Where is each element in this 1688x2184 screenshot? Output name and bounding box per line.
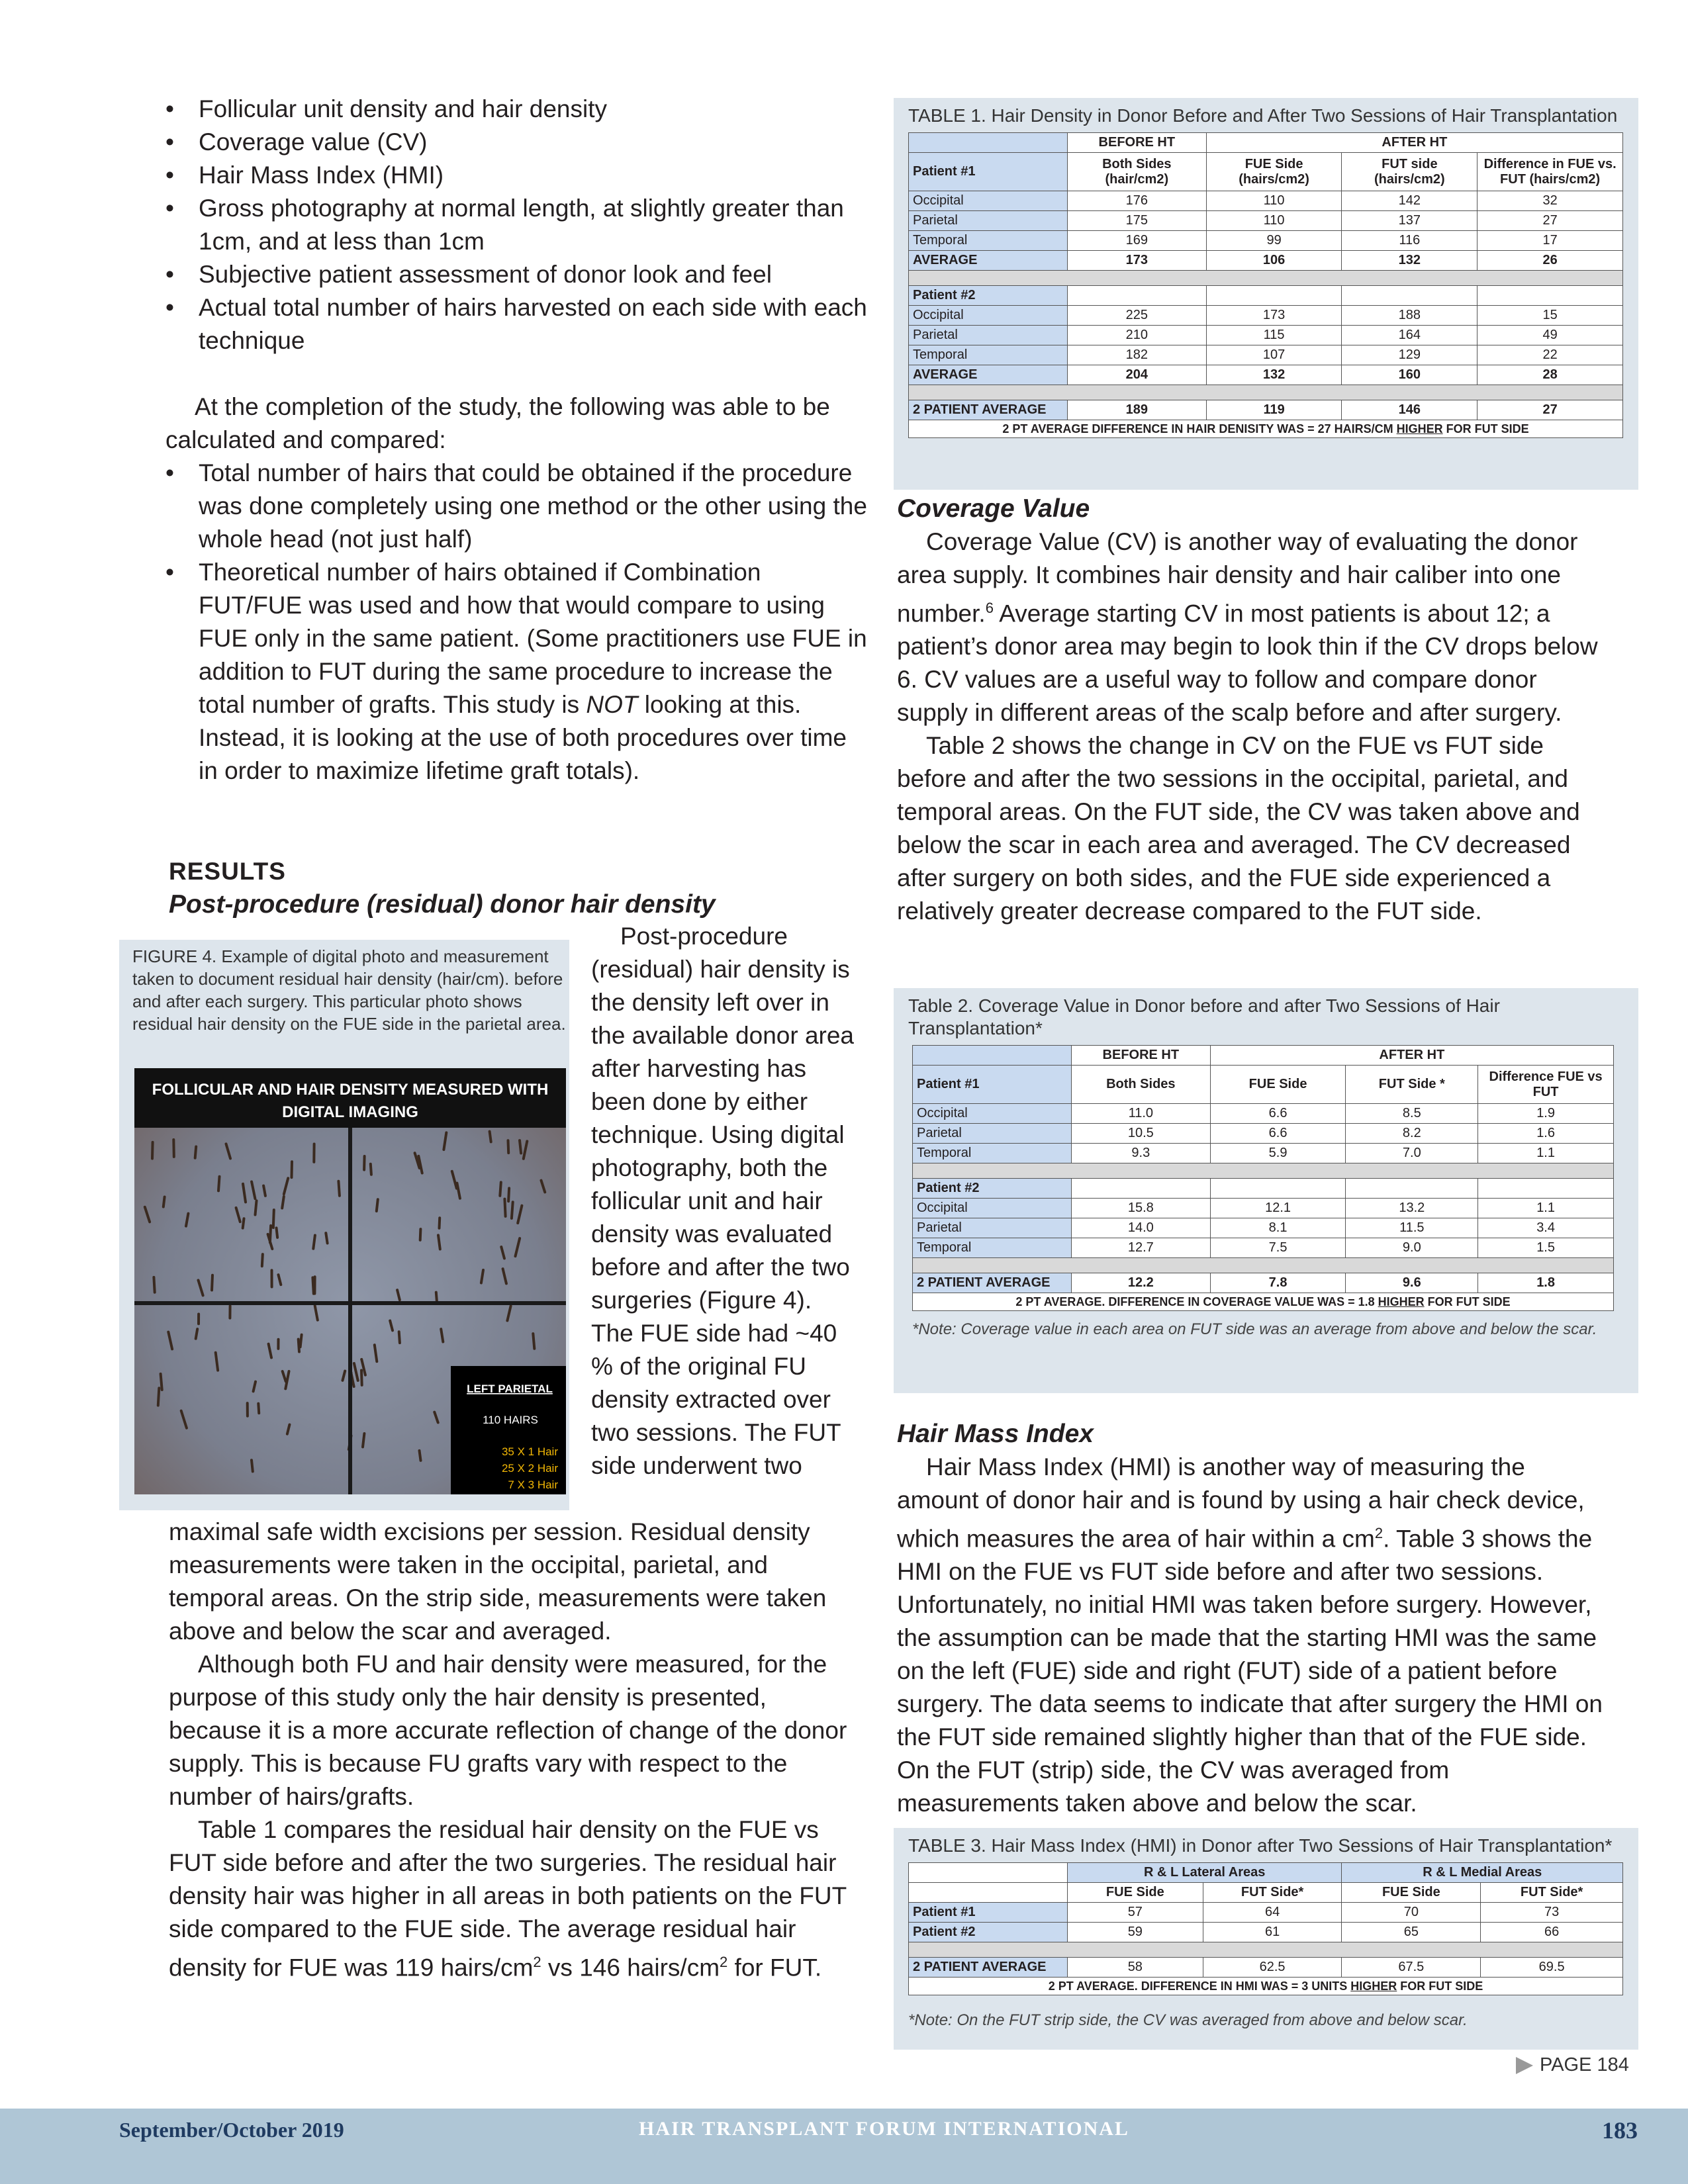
results-heading: RESULTS bbox=[169, 858, 286, 885]
hair-mark bbox=[438, 1235, 440, 1249]
list-item: • Hair Mass Index (HMI) bbox=[139, 159, 867, 192]
hair-mark bbox=[326, 1233, 327, 1243]
table-2 bbox=[912, 1045, 1614, 1311]
emphasis-not: NOT bbox=[586, 691, 638, 718]
table-row: Patient #1 Both Sides (hair/cm2) FUE Side (hairs/cm2) FUT side (hairs/cm2) Difference in FUE vs. FUT (hairs/cm2) bbox=[909, 153, 1623, 191]
hair-mark bbox=[277, 1228, 278, 1238]
list-item: • Subjective patient assessment of donor look and feel bbox=[139, 258, 867, 291]
table-row: Temporal 9.3 5.9 7.0 1.1 bbox=[913, 1144, 1614, 1163]
although-paragraph: Although both FU and hair density were measured, for the purpose of this study only the hair density is presented, because it is a more accurate reflection of change of the donor supply. This is because FU grafts vary with respect to the number of hairs/grafts. bbox=[169, 1651, 847, 1810]
table-2-note: *Note: Coverage value in each area on FUT side was an average from above and below the scar. bbox=[912, 1320, 1597, 1338]
table-row: Temporal 169 99 116 17 bbox=[909, 231, 1623, 251]
table-row bbox=[909, 385, 1623, 400]
list-item: • Gross photography at normal length, at slightly greater than 1cm, and at less than 1cm bbox=[139, 192, 867, 258]
hair-mark bbox=[512, 1202, 513, 1218]
table-row: Patient #1 Both Sides FUE Side FUT Side * Difference FUE vs FUT bbox=[913, 1066, 1614, 1104]
hair-mark bbox=[301, 1335, 302, 1347]
table-row: Patient #2 59 61 65 66 bbox=[909, 1923, 1623, 1942]
hair-mark bbox=[164, 1197, 165, 1207]
hair-mark bbox=[533, 1334, 534, 1349]
table-row: Temporal 12.7 7.5 9.0 1.5 bbox=[913, 1238, 1614, 1258]
table-row bbox=[909, 133, 1623, 153]
table-row: 2 PATIENT AVERAGE 189 119 146 27 bbox=[909, 400, 1623, 420]
hair-mark bbox=[282, 1197, 284, 1208]
table-row: Parietal 14.0 8.1 11.5 3.4 bbox=[913, 1218, 1614, 1238]
table-3-caption: TABLE 3. Hair Mass Index (HMI) in Donor after Two Sessions of Hair Transplantation* bbox=[908, 1835, 1613, 1856]
table-row: Occipital 15.8 12.1 13.2 1.1 bbox=[913, 1199, 1614, 1218]
footer-page-number: 183 bbox=[1602, 2117, 1638, 2144]
table-1-box bbox=[894, 98, 1638, 490]
table-row: Occipital 176 110 142 32 bbox=[909, 191, 1623, 211]
table-3-note: *Note: On the FUT strip side, the CV was averaged from above and below scar. bbox=[908, 2011, 1468, 2029]
hair-mark bbox=[263, 1186, 265, 1196]
hair-mark bbox=[256, 1201, 257, 1214]
table-header-before: BEFORE HT bbox=[1067, 133, 1206, 153]
hair-mark bbox=[420, 1229, 421, 1240]
hair-mark bbox=[152, 1142, 153, 1159]
table-row bbox=[909, 1978, 1623, 1995]
table-row: Parietal 210 115 164 49 bbox=[909, 326, 1623, 345]
table-row: Temporal 182 107 129 22 bbox=[909, 345, 1623, 365]
figure-4-banner-line2: DIGITAL IMAGING bbox=[282, 1103, 418, 1121]
table-row bbox=[909, 271, 1623, 286]
results-subheading: Post-procedure (residual) donor hair density bbox=[169, 890, 716, 919]
hmi-paragraph: Hair Mass Index (HMI) is another way of measuring the amount of donor hair and is found by using a hair check device, which measures the area of hair within a $cm^2$. Table 3 shows the HMI on the FUE vs FUT side before and after two sessions. Unfortunately, no initial HMI was taken before surgery. However, the assumption can be made that the starting HMI was the same on the left (FUE) side and right (FUT) side of a patient before surgery. The data seems to indicate that after surgery the HMI on the FUT side remained slightly higher than that of the FUE side. On the FUT (strip) side, the CV was averaged from measurements taken above and below the scar. bbox=[897, 1453, 1603, 1817]
table-row: AVERAGE 173 106 132 26 bbox=[909, 251, 1623, 271]
hair-mark bbox=[262, 1254, 263, 1266]
table-row: Patient #1 57 64 70 73 bbox=[909, 1903, 1623, 1923]
hair-mark bbox=[243, 1218, 244, 1228]
hair-mark bbox=[361, 1371, 362, 1385]
hair-mark bbox=[377, 1199, 378, 1211]
table-2-footer: 2 PT AVERAGE. DIFFERENCE IN COVERAGE VALUE WAS = 1.8 HIGHER FOR FUT SIDE bbox=[913, 1293, 1614, 1311]
table-row bbox=[909, 420, 1623, 438]
hair-mark bbox=[420, 1451, 421, 1461]
table-2-box bbox=[894, 988, 1638, 1393]
footer-date: September/October 2019 bbox=[119, 2118, 344, 2142]
table-row: BEFORE HT AFTER HT bbox=[913, 1046, 1614, 1066]
hair-mark bbox=[195, 1147, 197, 1158]
coverage-section bbox=[897, 525, 1612, 928]
table1-summary-paragraph: Table 1 compares the residual hair density on the FUE vs FUT side before and after the two surgeries. The residual hair density hair was higher in all areas in both patients on the FUT side compared to the FUE side. The average residual hair density for FUE was 119 hairs/$cm^2$ vs 146 hairs/$cm^2$ for FUT. bbox=[169, 1816, 847, 1981]
hair-mark bbox=[292, 1161, 293, 1177]
table-1-footer: 2 PT AVERAGE DIFFERENCE IN HAIR DENISITY WAS = 27 HAIRS/CM HIGHER FOR FUT SIDE bbox=[909, 420, 1623, 438]
table-row: Occipital 11.0 6.6 8.5 1.9 bbox=[913, 1104, 1614, 1124]
table-row: AVERAGE 204 132 160 28 bbox=[909, 365, 1623, 385]
continued-paragraph: maximal safe width excisions per session. Residual density measurements were taken in the occipital, parietal, and temporal areas. On the strip side, measurements were taken above and below the scar and averaged. bbox=[169, 1518, 827, 1645]
table-3 bbox=[908, 1862, 1623, 1995]
hair-mark bbox=[338, 1181, 340, 1196]
figure-4-region-label: LEFT PARIETAL bbox=[467, 1383, 553, 1395]
page-continuation[interactable] bbox=[1516, 2054, 1629, 2076]
table-row bbox=[913, 1293, 1614, 1311]
table-1-caption: TABLE 1. Hair Density in Donor Before and After Two Sessions of Hair Transplantation bbox=[908, 105, 1618, 126]
hair-mark bbox=[508, 1140, 509, 1153]
figure-4-count-label: 110 HAIRS bbox=[483, 1414, 538, 1426]
list-item: • Theoretical number of hairs obtained if Combination FUT/FUE was used and how that would compare to using FUE only in the same patient. (Some practitioners use FUE in addition to FUT during the same procedure to increase the total number of grafts. This study is NOT looking at this. Instead, it is looking at the use of both procedures over time in order to maximize lifetime graft totals). bbox=[139, 556, 867, 788]
table-row: Patient #2 bbox=[913, 1179, 1614, 1199]
table-row: 2 PATIENT AVERAGE 58 62.5 67.5 69.5 bbox=[909, 1958, 1623, 1978]
hmi-section bbox=[897, 1451, 1612, 1820]
completion-paragraph: At the completion of the study, the following was able to be calculated and compared: bbox=[165, 393, 830, 453]
left-column-top bbox=[165, 93, 867, 357]
coverage-heading: Coverage Value bbox=[897, 494, 1090, 523]
left-column-bottom bbox=[169, 1516, 864, 1984]
figure-4-image bbox=[134, 1068, 566, 1494]
left-column-middle bbox=[165, 390, 867, 788]
hair-mark bbox=[364, 1156, 365, 1170]
hair-mark bbox=[196, 1329, 198, 1339]
hair-mark bbox=[504, 1199, 505, 1216]
table-row: Patient #2 bbox=[909, 286, 1623, 306]
methods-bullet-list bbox=[139, 93, 867, 357]
table-2-caption: Table 2. Coverage Value in Donor before and after Two Sessions of Hair Transplantation* bbox=[908, 995, 1500, 1038]
table-row: 2 PATIENT AVERAGE 12.2 7.8 9.6 1.8 bbox=[913, 1273, 1614, 1293]
list-item: • Coverage value (CV) bbox=[139, 126, 867, 159]
hair-mark bbox=[508, 1188, 509, 1201]
hair-mark bbox=[252, 1460, 253, 1471]
hair-mark bbox=[173, 1140, 174, 1157]
table-row bbox=[913, 1163, 1614, 1179]
residual-density-paragraph: Post-procedure (residual) hair density is the density left over in the available donor area after harvesting has been done by either technique. Using digital photography, both the follicular unit and hair density was evaluated before and after the two surgeries (Figure 4). The FUE side had ~40 % of the original FU density extracted over two sessions. The FUT side underwent two bbox=[591, 923, 855, 1479]
hair-mark bbox=[490, 1132, 491, 1142]
wrap-text bbox=[591, 920, 856, 1482]
list-item: • Actual total number of hairs harvested on each side with each technique bbox=[139, 291, 867, 357]
hmi-heading: Hair Mass Index bbox=[897, 1420, 1094, 1448]
table-row bbox=[909, 1942, 1623, 1958]
figure-4-legend-1: 35 X 1 Hair bbox=[501, 1445, 558, 1458]
coverage-paragraph-1: Coverage Value (CV) is another way of evaluating the donor area supply. It combines hair density and hair caliber into one number.$^6$ Average starting CV in most patients is about 12; a patient’s donor area may begin to look thin if the CV drops below 6. CV values are a useful way to follow and compare donor supply in different areas of the scalp before and after surgery. bbox=[897, 528, 1598, 727]
hair-mark bbox=[313, 1236, 315, 1249]
table-3-footer: 2 PT AVERAGE. DIFFERENCE IN HMI WAS = 3 UNITS HIGHER FOR FUT SIDE bbox=[909, 1978, 1623, 1995]
figure-4-caption: FIGURE 4. Example of digital photo and measurement taken to document residual hair density (hair/cm). before and after each surgery. This particular photo shows residual hair density on the FUE side in the parietal area. bbox=[132, 946, 566, 1034]
hair-mark bbox=[500, 1182, 501, 1195]
hair-mark bbox=[258, 1404, 259, 1413]
table-row bbox=[913, 1258, 1614, 1273]
table-1 bbox=[908, 132, 1623, 438]
hair-mark bbox=[161, 1374, 162, 1390]
hair-mark bbox=[520, 1140, 521, 1153]
table-row: R & L Lateral Areas R & L Medial Areas bbox=[909, 1863, 1623, 1883]
list-item: • Follicular unit density and hair density bbox=[139, 93, 867, 126]
table-row: Parietal 175 110 137 27 bbox=[909, 211, 1623, 231]
figure-4-banner-line1: FOLLICULAR AND HAIR DENSITY MEASURED WITH bbox=[152, 1081, 549, 1099]
hair-mark bbox=[273, 1210, 274, 1228]
table-3-box bbox=[894, 1828, 1638, 2050]
list-item: • Total number of hairs that could be obtained if the procedure was done completely using one method or the other using the whole head (not just half) bbox=[139, 457, 867, 556]
calculated-bullet-list bbox=[139, 457, 867, 788]
table-row: FUE Side FUT Side* FUE Side FUT Side* bbox=[909, 1883, 1623, 1903]
hair-mark bbox=[158, 1388, 160, 1405]
footer-journal-title: HAIR TRANSPLANT FORUM INTERNATIONAL bbox=[639, 2118, 1129, 2140]
hair-mark bbox=[363, 1433, 364, 1447]
table-row: Occipital 225 173 188 15 bbox=[909, 306, 1623, 326]
hair-mark bbox=[399, 1332, 400, 1343]
figure-4-legend-2: 25 X 2 Hair bbox=[501, 1462, 558, 1475]
figure-4-legend-3: 7 X 3 Hair bbox=[508, 1479, 558, 1491]
arrow-right-icon bbox=[1516, 2057, 1533, 2074]
table-header-after: AFTER HT bbox=[1206, 133, 1622, 153]
page-continuation-label: PAGE 184 bbox=[1540, 2054, 1629, 2075]
hair-mark bbox=[218, 1177, 220, 1191]
coverage-paragraph-2: Table 2 shows the change in CV on the FUE vs FUT side before and after the two sessions in the occipital, parietal, and temporal areas. On the FUT side, the CV was taken above and below the scar in each area and averaged. The CV decreased after surgery on both sides, and the FUE side experienced a relatively greater decrease compared to the FUT side. bbox=[897, 732, 1580, 925]
table-row: Parietal 10.5 6.6 8.2 1.6 bbox=[913, 1124, 1614, 1144]
